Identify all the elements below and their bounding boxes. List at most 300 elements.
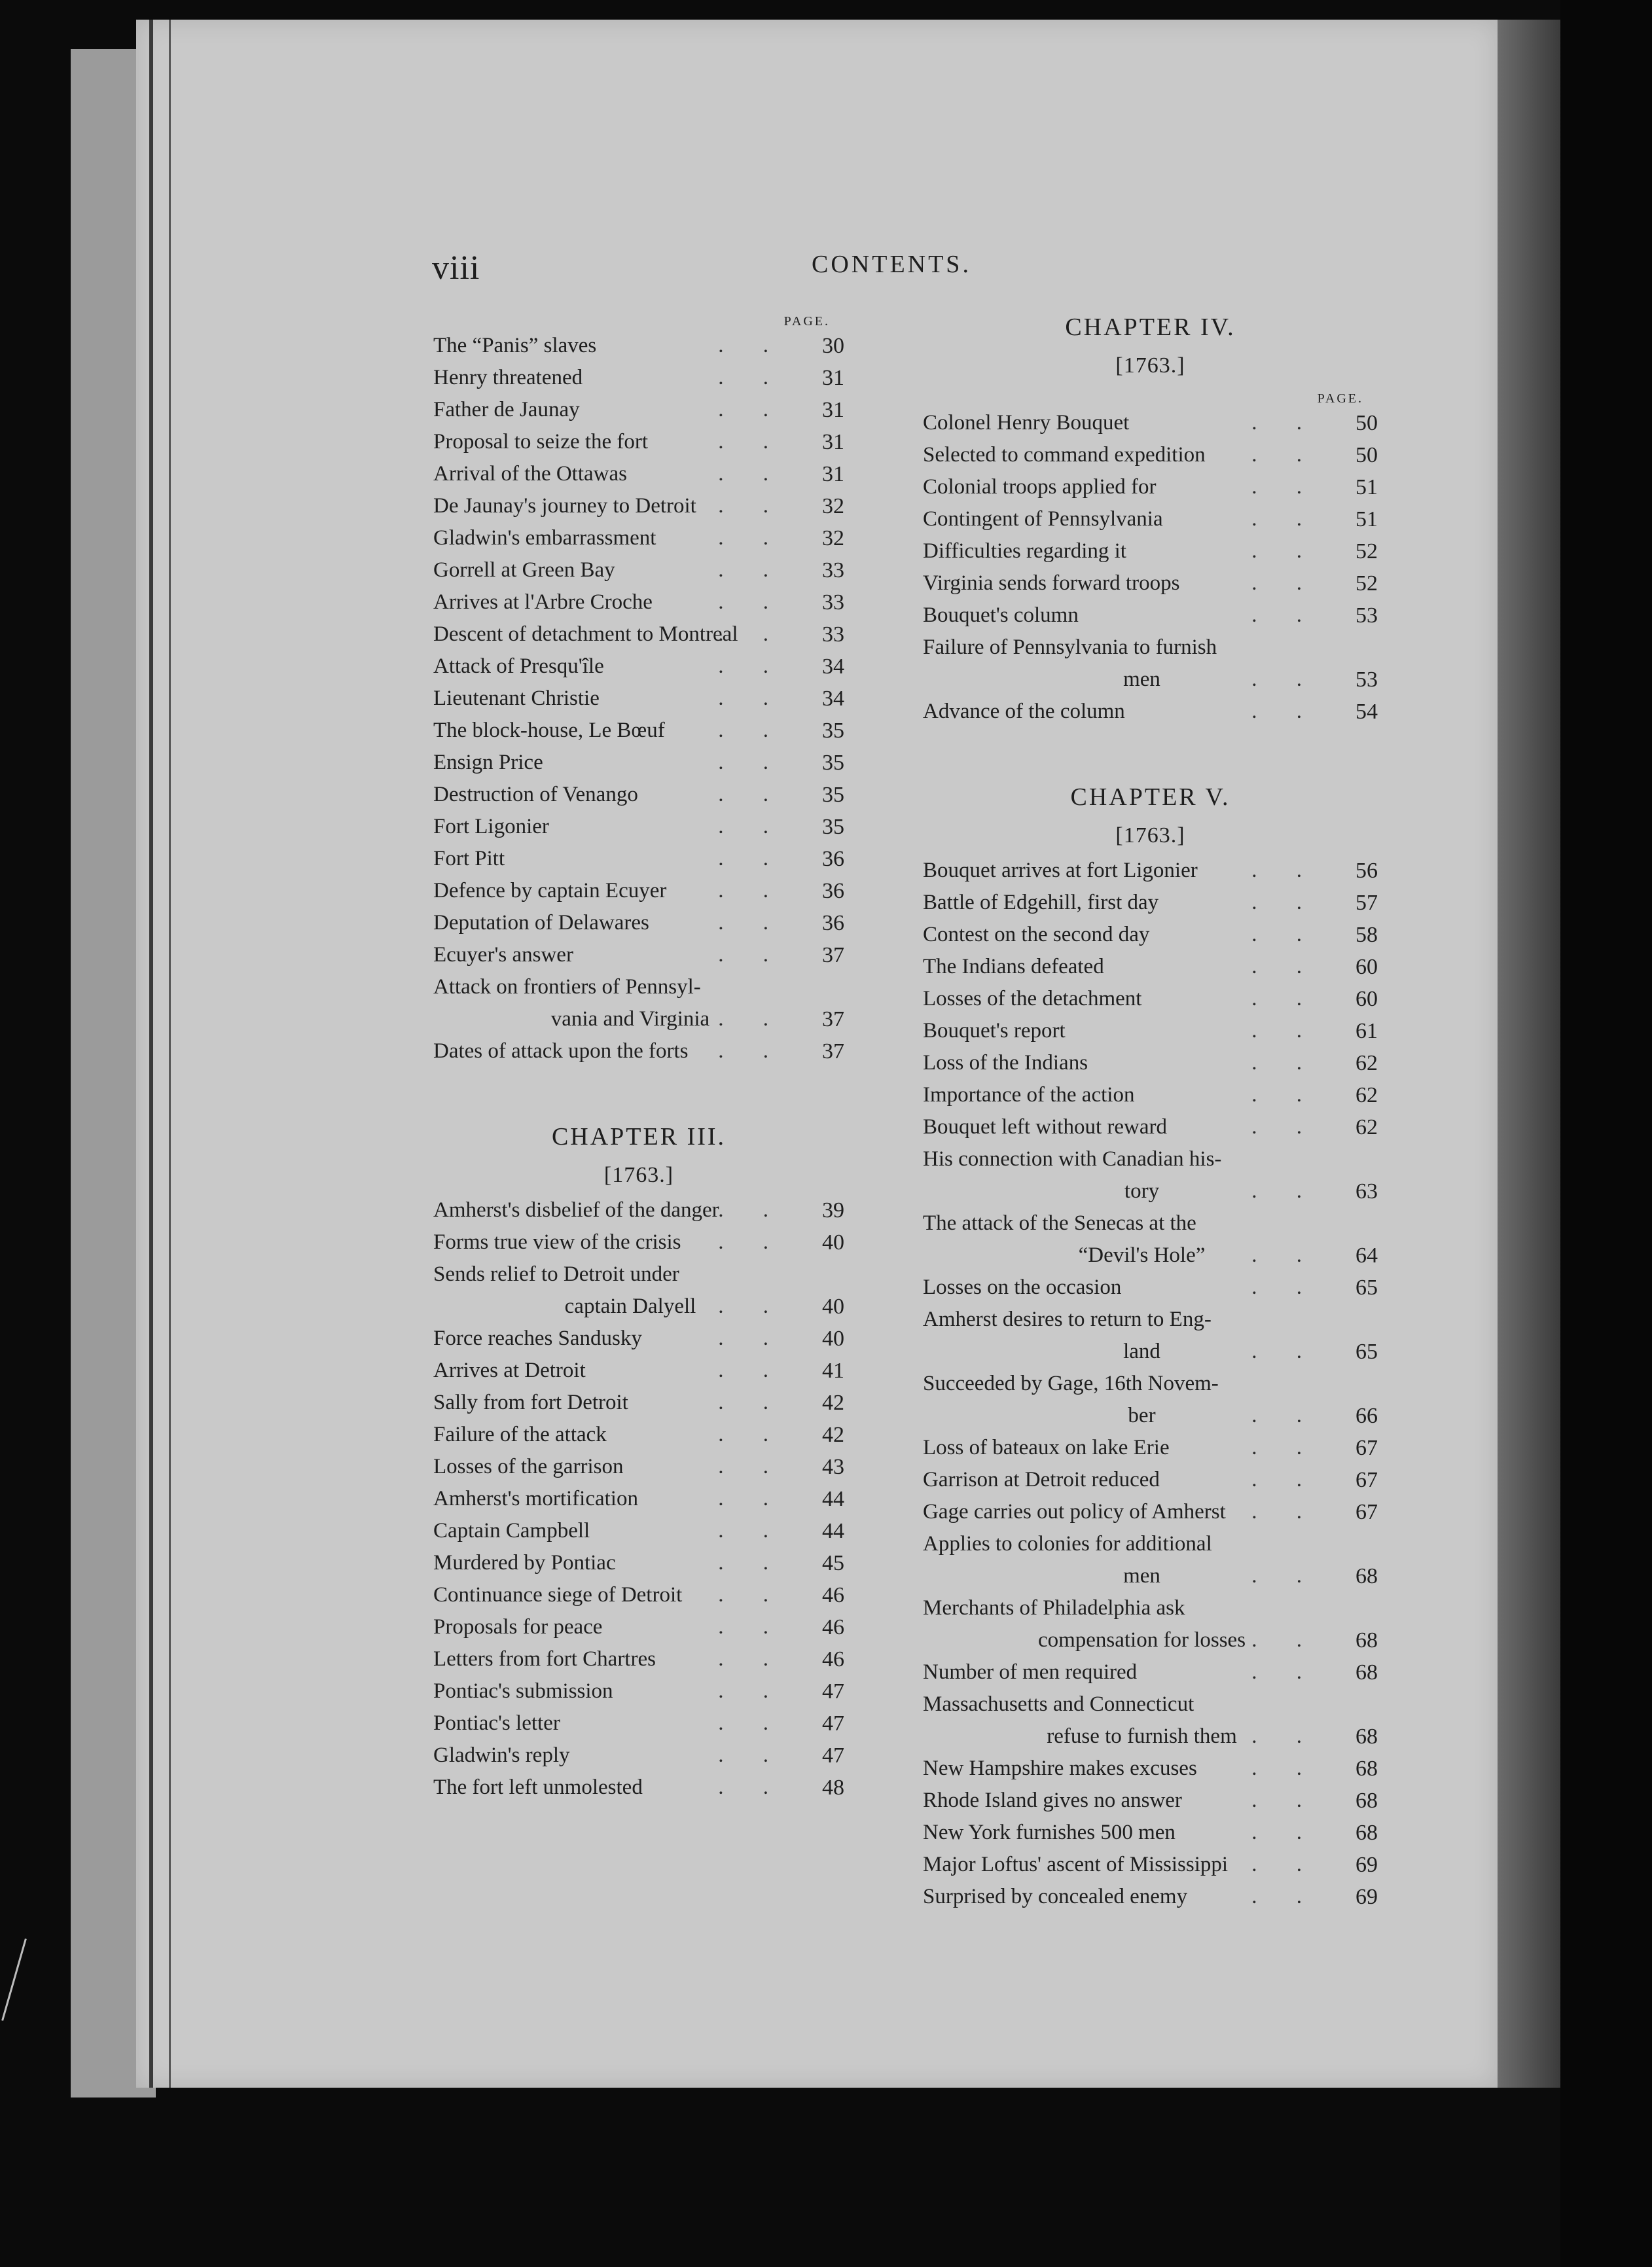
leader-dots: . . [718,366,785,389]
toc-page-number: 68 [1356,1821,1378,1845]
leader-dots: . . [718,398,785,421]
leader-dots: . . [718,590,785,614]
toc-entry-continuation: men [1123,1564,1160,1588]
toc-entry-title: The “Panis” slaves [433,334,597,357]
toc-entry-title: Loss of bateaux on lake Erie [923,1436,1170,1459]
leader-dots: . . [1251,1179,1319,1203]
toc-page-number: 69 [1356,1853,1378,1877]
toc-entry [433,1547,844,1579]
toc-page-number: 36 [822,879,844,903]
leader-dots: . . [1251,1757,1319,1780]
leader-dots: . . [718,1551,785,1575]
toc-entry [923,1047,1378,1079]
leader-dots: . . [1251,987,1319,1010]
leader-dots: . . [718,1743,785,1767]
toc-entry-title: Applies to colonies for additional [923,1532,1212,1556]
toc-entry-title: Colonel Henry Bouquet [923,411,1130,435]
toc-page-number: 31 [822,366,844,390]
toc-entry-title: Battle of Edgehill, first day [923,891,1159,914]
toc-entry [923,951,1378,983]
page-column-label: PAGE. [1317,391,1363,406]
toc-entry [433,1611,844,1643]
toc-entry-title: Advance of the column [923,700,1125,723]
toc-page-number: 35 [822,815,844,839]
toc-entry [923,503,1378,535]
toc-page-number: 51 [1356,475,1378,499]
leader-dots: . . [1251,571,1319,595]
toc-entry [433,651,844,683]
toc-page-number: 54 [1356,700,1378,724]
toc-entry-title: Attack of Presqu'île [433,654,604,678]
toc-entry [433,939,844,971]
chapter-year: [1763.] [1115,353,1185,378]
toc-page-number: 63 [1356,1179,1378,1204]
toc-entry [433,747,844,779]
toc-entry [433,1707,844,1740]
toc-entry-title: Defence by captain Ecuyer [433,879,667,902]
leader-dots: . . [1251,1436,1319,1459]
toc-entry [433,843,844,875]
toc-entry-title: Deputation of Delawares [433,911,649,935]
leader-dots: . . [718,783,785,806]
toc-entry [923,983,1378,1015]
toc-page-number: 68 [1356,1757,1378,1781]
toc-entry-title: Fort Ligonier [433,815,549,838]
toc-entry [433,554,844,586]
toc-entry-title: Bouquet left without reward [923,1115,1167,1139]
leader-dots: . . [718,1198,785,1222]
toc-entry-continuation: captain Dalyell [564,1294,696,1318]
toc-page-number: 68 [1356,1660,1378,1685]
toc-entry-title: Bouquet's column [923,603,1079,627]
leader-dots: . . [1251,1885,1319,1908]
leader-dots: . . [718,879,785,902]
toc-entry-title: Contingent of Pennsylvania [923,507,1163,531]
toc-entry [923,887,1378,919]
leader-dots: . . [1251,700,1319,723]
toc-entry [923,696,1378,728]
toc-page-number: 50 [1356,411,1378,435]
leader-dots: . . [718,1487,785,1510]
toc-entry-title: Fort Pitt [433,847,505,870]
toc-page-number: 35 [822,751,844,775]
toc-page-number: 52 [1356,571,1378,596]
toc-entry [923,567,1378,599]
toc-entry-title: Amherst desires to return to Eng- [923,1308,1212,1331]
leader-dots: . . [718,622,785,646]
toc-page-number: 33 [822,558,844,582]
toc-page-number: 68 [1356,1564,1378,1588]
toc-page-number: 40 [822,1230,844,1255]
toc-entry [923,1304,1378,1368]
toc-entry [433,394,844,426]
leader-dots: . . [1251,1628,1319,1652]
toc-entry [923,1817,1378,1849]
toc-entry [433,875,844,907]
leader-dots: . . [718,1039,785,1063]
leader-dots: . . [1251,1821,1319,1844]
toc-entry [433,1035,844,1067]
toc-entry [433,1643,844,1675]
leader-dots: . . [718,751,785,774]
toc-entry [923,919,1378,951]
toc-entry-title: Gladwin's embarrassment [433,526,656,550]
toc-entry [923,1079,1378,1111]
toc-page-number: 37 [822,1007,844,1031]
toc-entry-title: Merchants of Philadelphia ask [923,1596,1185,1620]
toc-entry [433,811,844,843]
toc-entry-title: Failure of the attack [433,1423,607,1446]
leader-dots: . . [1251,1853,1319,1876]
toc-entry-title: Pontiac's letter [433,1711,560,1735]
toc-page-number: 61 [1356,1019,1378,1043]
toc-entry [433,490,844,522]
toc-entry-title: His connection with Canadian his- [923,1147,1222,1171]
toc-entry-title: Destruction of Venango [433,783,638,806]
toc-entry [923,1881,1378,1913]
toc-entry-title: Contest on the second day [923,923,1150,946]
chapter-heading: CHAPTER IV. [1065,313,1236,341]
toc-entry [923,471,1378,503]
toc-page-number: 42 [822,1423,844,1447]
leader-dots: . . [718,462,785,486]
toc-entry [433,1515,844,1547]
toc-entry-title: Arrives at Detroit [433,1359,586,1382]
toc-entry [923,439,1378,471]
leader-dots: . . [718,1294,785,1318]
page-gutter-shadow [1498,20,1560,2088]
leader-dots: . . [1251,1243,1319,1267]
toc-page-number: 44 [822,1519,844,1543]
contents-right-column [923,308,1378,1913]
toc-entry-title: Descent of detachment to Montreal [433,622,738,646]
page-column-label: PAGE. [783,314,830,329]
toc-page-number: 46 [822,1647,844,1671]
toc-entry-title: Garrison at Detroit reduced [923,1468,1160,1491]
toc-page-number: 37 [822,943,844,967]
toc-entry [433,1194,844,1226]
toc-entry-title: Forms true view of the crisis [433,1230,681,1254]
toc-entry-title: Number of men required [923,1660,1138,1684]
toc-page-number: 60 [1356,955,1378,979]
leader-dots: . . [718,1230,785,1254]
leader-dots: . . [718,1711,785,1735]
toc-entry-title: New York furnishes 500 men [923,1821,1176,1844]
toc-entry-title: Letters from fort Chartres [433,1647,656,1671]
leader-dots: . . [718,687,785,710]
toc-entry [923,855,1378,887]
leader-dots: . . [1251,507,1319,531]
page-binding-line [169,20,171,2088]
toc-page-number: 30 [822,334,844,358]
toc-entry-title: Henry threatened [433,366,583,389]
toc-entry-title: New Hampshire makes excuses [923,1757,1197,1780]
toc-page-number: 66 [1356,1404,1378,1428]
toc-page-number: 53 [1356,603,1378,628]
toc-entry [433,330,844,362]
toc-page-number: 47 [822,1679,844,1704]
toc-page-number: 34 [822,654,844,679]
toc-page-number: 47 [822,1743,844,1768]
toc-entry [433,1740,844,1772]
toc-entry [923,1015,1378,1047]
leader-dots: . . [718,1391,785,1414]
toc-page-number: 67 [1356,1500,1378,1524]
toc-page-number: 57 [1356,891,1378,915]
toc-page-number: 60 [1356,987,1378,1011]
toc-page-number: 40 [822,1294,844,1319]
toc-entry-title: Colonial troops applied for [923,475,1157,499]
toc-entry-title: Losses on the occasion [923,1276,1122,1299]
chapter-heading: CHAPTER III. [551,1123,727,1151]
toc-page-number: 69 [1356,1885,1378,1909]
toc-page-number: 40 [822,1327,844,1351]
toc-entry-title: Ecuyer's answer [433,943,573,967]
contents-left-column [433,308,844,1804]
toc-page-number: 39 [822,1198,844,1223]
toc-entry [433,1355,844,1387]
toc-page-number: 62 [1356,1051,1378,1075]
leader-dots: . . [718,1615,785,1639]
leader-dots: . . [718,1455,785,1478]
toc-entry-continuation: ber [1128,1404,1156,1427]
leader-dots: . . [1251,443,1319,467]
leader-dots: . . [718,1327,785,1350]
chapter-heading: CHAPTER V. [1070,783,1230,811]
toc-page-number: 65 [1356,1340,1378,1364]
toc-page-number: 31 [822,430,844,454]
toc-entry [923,1753,1378,1785]
toc-entry [923,1272,1378,1304]
toc-entry-title: Ensign Price [433,751,543,774]
toc-page-number: 31 [822,462,844,486]
toc-entry [923,632,1378,696]
toc-page-number: 33 [822,622,844,647]
toc-page-number: 31 [822,398,844,422]
toc-entry [923,1496,1378,1528]
running-head: CONTENTS. [812,251,971,278]
toc-entry [433,1451,844,1483]
toc-entry-title: Attack on frontiers of Pennsyl- [433,975,701,999]
toc-page-number: 37 [822,1039,844,1063]
toc-page-number: 46 [822,1583,844,1607]
toc-page-number: 47 [822,1711,844,1736]
leader-dots: . . [718,847,785,870]
toc-entry-title: Amherst's mortification [433,1487,638,1510]
toc-page-number: 68 [1356,1628,1378,1652]
leader-dots: . . [718,1776,785,1799]
toc-page-number: 68 [1356,1724,1378,1749]
toc-entry [433,618,844,651]
toc-entry-title: Captain Campbell [433,1519,590,1543]
toc-entry [433,907,844,939]
toc-entry-title: Difficulties regarding it [923,539,1126,563]
toc-page-number: 48 [822,1776,844,1800]
toc-entry-continuation: compensation for losses [1037,1628,1246,1652]
toc-page-number: 45 [822,1551,844,1575]
toc-page-number: 50 [1356,443,1378,467]
page-folio: viii [432,249,480,287]
leader-dots: . . [718,1679,785,1703]
toc-list-right-a [923,407,1378,728]
toc-entry [923,1143,1378,1207]
toc-entry-title: Murdered by Pontiac [433,1551,616,1575]
leader-dots: . . [718,1647,785,1671]
toc-entry [433,362,844,394]
toc-entry-title: Bouquet's report [923,1019,1066,1043]
toc-entry [923,1592,1378,1656]
toc-page-number: 52 [1356,539,1378,563]
chapter-year: [1763.] [603,1163,674,1187]
toc-page-number: 32 [822,494,844,518]
scan-scratch [1,1938,27,2021]
toc-entry [433,1772,844,1804]
toc-page-number: 68 [1356,1789,1378,1813]
toc-entry-title: The fort left unmolested [433,1776,643,1799]
toc-page-number: 36 [822,911,844,935]
leader-dots: . . [718,911,785,935]
leader-dots: . . [1251,603,1319,627]
toc-entry-title: Proposal to seize the fort [433,430,649,454]
toc-entry [433,458,844,490]
toc-entry [923,1849,1378,1881]
toc-entry-title: Pontiac's submission [433,1679,613,1703]
leader-dots: . . [1251,1083,1319,1107]
toc-entry-title: Massachusetts and Connecticut [923,1692,1194,1716]
toc-page-number: 41 [822,1359,844,1383]
toc-page-number: 56 [1356,859,1378,883]
toc-entry [923,1111,1378,1143]
toc-entry [923,1688,1378,1753]
toc-entry-title: Virginia sends forward troops [923,571,1180,595]
toc-page-number: 43 [822,1455,844,1479]
toc-entry-title: Amherst's disbelief of the danger [433,1198,719,1222]
toc-entry [923,535,1378,567]
toc-page-number: 53 [1356,668,1378,692]
toc-page-number: 67 [1356,1436,1378,1460]
toc-list-left-b [433,1194,844,1804]
leader-dots: . . [1251,891,1319,914]
toc-page-number: 65 [1356,1276,1378,1300]
leader-dots: . . [1251,475,1319,499]
toc-entry [923,407,1378,439]
leader-dots: . . [718,943,785,967]
leader-dots: . . [718,430,785,454]
leader-dots: . . [1251,1660,1319,1684]
toc-entry-title: Rhode Island gives no answer [923,1789,1182,1812]
toc-entry-title: The block-house, Le Bœuf [433,719,665,742]
toc-list-left-a [433,330,844,1067]
toc-entry [433,522,844,554]
chapter-year: [1763.] [1115,823,1185,848]
leader-dots: . . [1251,955,1319,978]
leader-dots: . . [718,334,785,357]
toc-page-number: 34 [822,687,844,711]
toc-entry [923,599,1378,632]
toc-entry-continuation: refuse to furnish them [1047,1724,1237,1748]
toc-page-number: 51 [1356,507,1378,531]
toc-entry-title: Arrives at l'Arbre Croche [433,590,653,614]
leader-dots: . . [1251,411,1319,435]
toc-entry-title: De Jaunay's journey to Detroit [433,494,696,518]
toc-entry-title: The Indians defeated [923,955,1104,978]
toc-entry-title: Major Loftus' ascent of Mississippi [923,1853,1229,1876]
toc-entry-title: Arrival of the Ottawas [433,462,627,486]
toc-page-number: 36 [822,847,844,871]
leader-dots: . . [1251,1276,1319,1299]
toc-entry [923,1207,1378,1272]
toc-page-number: 62 [1356,1083,1378,1107]
leader-dots: . . [718,719,785,742]
leader-dots: . . [718,1359,785,1382]
toc-list-right-b [923,855,1378,1913]
toc-entry [923,1368,1378,1432]
toc-entry-title: Losses of the garrison [433,1455,624,1478]
toc-entry-title: Succeeded by Gage, 16th Novem- [923,1372,1219,1395]
toc-entry [923,1785,1378,1817]
toc-entry [923,1528,1378,1592]
toc-entry-title: Continuance siege of Detroit [433,1583,683,1607]
toc-entry [433,1675,844,1707]
toc-entry [433,426,844,458]
toc-entry-title: Father de Jaunay [433,398,580,421]
toc-entry [433,1579,844,1611]
scan-border [1560,0,1652,2267]
toc-entry-title: Surprised by concealed enemy [923,1885,1188,1908]
leader-dots: . . [1251,1115,1319,1139]
toc-entry [433,683,844,715]
toc-entry-title: Selected to command expedition [923,443,1206,467]
leader-dots: . . [718,1519,785,1543]
toc-entry [433,779,844,811]
leader-dots: . . [718,526,785,550]
toc-entry [433,715,844,747]
leader-dots: . . [718,494,785,518]
leader-dots: . . [1251,1500,1319,1524]
toc-entry [433,1226,844,1258]
leader-dots: . . [1251,1019,1319,1043]
toc-page-number: 44 [822,1487,844,1511]
toc-entry-continuation: men [1123,668,1160,691]
toc-page-number: 62 [1356,1115,1378,1139]
toc-entry [433,1323,844,1355]
leader-dots: . . [1251,1051,1319,1075]
leader-dots: . . [1251,1404,1319,1427]
toc-entry-title: Gage carries out policy of Amherst [923,1500,1226,1524]
toc-entry-title: Loss of the Indians [923,1051,1088,1075]
toc-entry [433,1483,844,1515]
toc-entry-title: Gorrell at Green Bay [433,558,615,582]
toc-page-number: 42 [822,1391,844,1415]
toc-page-number: 35 [822,783,844,807]
leader-dots: . . [718,1423,785,1446]
toc-entry-title: The attack of the Senecas at the [923,1211,1196,1235]
toc-entry [923,1464,1378,1496]
leader-dots: . . [1251,1724,1319,1748]
toc-page-number: 33 [822,590,844,615]
leader-dots: . . [1251,1468,1319,1491]
toc-entry [433,586,844,618]
toc-entry-title: Dates of attack upon the forts [433,1039,689,1063]
toc-entry-title: Bouquet arrives at fort Ligonier [923,859,1198,882]
toc-page-number: 64 [1356,1243,1378,1268]
toc-entry [923,1432,1378,1464]
toc-entry-continuation: vania and Virginia [550,1007,710,1031]
toc-entry [923,1656,1378,1688]
toc-entry-continuation: “Devil's Hole” [1078,1243,1206,1267]
toc-entry [433,971,844,1035]
toc-entry [433,1258,844,1323]
